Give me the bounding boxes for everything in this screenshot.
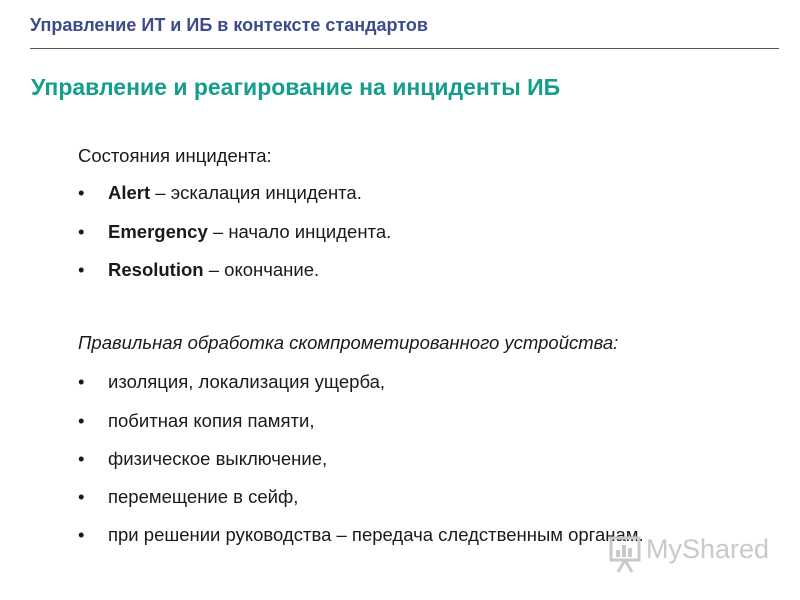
list-item-state (78, 182, 362, 204)
bullet-mark: • (78, 259, 85, 280)
state-description: – эскалация инцидента. (150, 182, 362, 203)
handling-step: изоляция, локализация ущерба, (108, 371, 386, 392)
bullet-mark: • (78, 371, 85, 392)
states-heading: Состояния инцидента: (78, 145, 272, 166)
list-item-handling (78, 371, 385, 393)
handling-step: перемещение в сейф, (108, 486, 299, 507)
handling-heading: Правильная обработка скомпрометированного устройства: (78, 332, 619, 353)
bullet-mark: • (78, 182, 85, 203)
list-item-handling (78, 486, 298, 508)
watermark-logo (608, 532, 768, 576)
header-title: Управление ИТ и ИБ в контексте стандартов (30, 15, 428, 35)
state-description: – окончание. (203, 259, 320, 280)
watermark-text: MyShared (646, 534, 770, 564)
state-term: Resolution (108, 259, 204, 280)
bullet-mark: • (78, 410, 85, 431)
state-term: Alert (108, 182, 151, 203)
list-item-handling (78, 448, 327, 470)
handling-step: при решении руководства – передача следственным органам. (108, 524, 644, 545)
state-term: Emergency (108, 221, 208, 242)
state-description: – начало инцидента. (207, 221, 392, 242)
presentation-icon (608, 532, 648, 576)
bullet-mark: • (78, 486, 85, 507)
bullet-mark: • (78, 221, 85, 242)
list-item-handling (78, 524, 644, 546)
list-item-handling (78, 410, 314, 432)
header-divider (30, 48, 779, 49)
bullet-mark: • (78, 524, 85, 545)
handling-step: побитная копия памяти, (108, 410, 315, 431)
list-item-state (78, 221, 391, 243)
slide-title: Управление и реагирование на инциденты ИБ (31, 74, 561, 100)
list-item-state (78, 259, 319, 281)
handling-step: физическое выключение, (108, 448, 328, 469)
bullet-mark: • (78, 448, 85, 469)
